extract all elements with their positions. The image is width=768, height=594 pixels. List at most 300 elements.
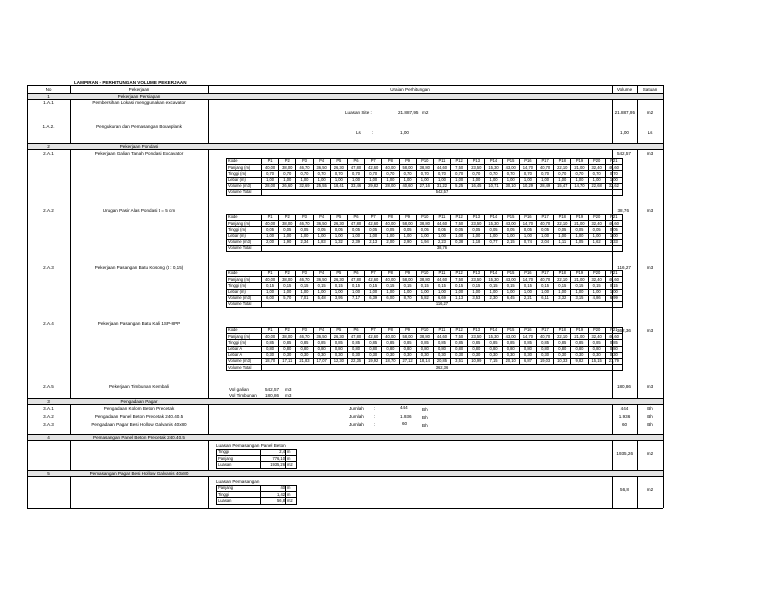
value-cell: 0,80 <box>365 346 382 352</box>
value-cell: 0,70 <box>365 171 382 177</box>
value-cell: 28,00 <box>382 183 399 189</box>
value-cell: 0,77 <box>485 239 502 245</box>
value-cell: 0,15 <box>605 283 622 289</box>
row-label: Volume Total <box>227 189 262 195</box>
value-cell: 3,95 <box>330 295 347 301</box>
value-cell: 0,80 <box>382 346 399 352</box>
value-cell: 5,48 <box>313 295 330 301</box>
value-cell: 1,00 <box>313 233 330 239</box>
value-cell: 43,00 <box>502 334 519 340</box>
value-cell: 18,70 <box>262 358 279 364</box>
value-cell: 32,69 <box>296 183 313 189</box>
section-4-satuan: m2 <box>646 451 654 456</box>
value-cell: 0,80 <box>451 346 468 352</box>
kv-value: 56,8 <box>261 498 286 504</box>
item-2a4-no: 2.A.4 <box>43 321 54 326</box>
value-cell: 18,70 <box>382 358 399 364</box>
item-1a2-calc-value: 1,00 <box>400 130 409 135</box>
code-cell: P9 <box>399 215 416 221</box>
value-cell: 2,90 <box>399 239 416 245</box>
row-label: Panjang (m) <box>227 165 262 171</box>
value-cell: 38,00 <box>279 334 296 340</box>
item-2a5-value-galian: 542,57 <box>265 387 280 392</box>
section-4-title: Pemasangan Panel Beton Precetak 240.40.5 <box>93 435 185 440</box>
value-cell: 42,60 <box>365 277 382 283</box>
code-cell: P5 <box>330 215 347 221</box>
value-cell: 22,10 <box>554 165 571 171</box>
value-cell: 15,30 <box>485 334 502 340</box>
value-cell: 0,80 <box>588 346 605 352</box>
value-cell: 0,70 <box>416 171 433 177</box>
row-label: Lebar A <box>227 346 262 352</box>
value-cell: 1,00 <box>502 289 519 295</box>
value-cell: 1,00 <box>588 233 605 239</box>
item-3a3-sep: : <box>374 422 376 427</box>
item-2a4-satuan: m3 <box>646 328 654 333</box>
value-cell: 1,00 <box>296 233 313 239</box>
code-cell: P20 <box>588 159 605 165</box>
item-2a5-label-timbunan: Vol Timbunan <box>229 393 257 398</box>
value-cell: 1,00 <box>571 233 588 239</box>
value-cell: 2,04 <box>537 239 554 245</box>
value-cell: 47,80 <box>347 221 364 227</box>
value-cell: 1,00 <box>279 177 296 183</box>
code-cell: P5 <box>330 159 347 165</box>
value-cell: 0,15 <box>537 283 554 289</box>
code-cell: P6 <box>347 328 364 334</box>
kv-unit: m2 <box>286 462 297 468</box>
value-cell: 15,30 <box>485 165 502 171</box>
value-cell: 38,00 <box>279 277 296 283</box>
value-cell: 26,30 <box>330 277 347 283</box>
value-cell: 1,00 <box>433 177 450 183</box>
value-cell: 42,60 <box>365 165 382 171</box>
item-3a2-unit: Bh <box>422 415 428 420</box>
total-cell: 542,57 <box>262 189 623 195</box>
value-cell: 1,00 <box>330 177 347 183</box>
value-cell: 1,00 <box>296 177 313 183</box>
value-cell: 0,15 <box>365 283 382 289</box>
value-cell: 0,85 <box>296 340 313 346</box>
value-cell: 0,80 <box>519 346 536 352</box>
value-cell: 1,00 <box>485 233 502 239</box>
value-cell: 21,00 <box>571 165 588 171</box>
value-cell: 22,68 <box>588 183 605 189</box>
table-row <box>227 346 623 352</box>
row-label: Volume (m3) <box>227 239 262 245</box>
code-cell: P15 <box>502 159 519 165</box>
value-cell: 1,00 <box>433 233 450 239</box>
code-cell: P18 <box>554 271 571 277</box>
value-cell: 1,00 <box>365 177 382 183</box>
value-cell: 15,30 <box>485 221 502 227</box>
code-cell: P10 <box>416 271 433 277</box>
item-3a1-desc: Pengadaan Kolom Beton Precetak <box>103 406 175 411</box>
value-cell: 0,70 <box>519 171 536 177</box>
code-cell: P15 <box>502 271 519 277</box>
value-cell: 2,00 <box>262 239 279 245</box>
value-cell: 0,80 <box>347 346 364 352</box>
value-cell: 15,30 <box>485 277 502 283</box>
item-2a5-label-galian: Vol galian <box>229 387 249 392</box>
code-cell: P13 <box>468 328 485 334</box>
code-row <box>227 328 623 334</box>
value-cell: 0,70 <box>605 171 622 177</box>
value-cell: 27,12 <box>399 358 416 364</box>
code-cell: P20 <box>588 328 605 334</box>
value-cell: 46,70 <box>296 165 313 171</box>
value-cell: 1,00 <box>554 233 571 239</box>
value-cell: 5,25 <box>451 183 468 189</box>
value-cell: 7,50 <box>451 277 468 283</box>
code-cell: P16 <box>519 159 536 165</box>
value-cell: 0,15 <box>571 283 588 289</box>
calc-table-2a3 <box>226 270 623 308</box>
value-cell: 0,38 <box>451 239 468 245</box>
value-cell: 14,70 <box>571 183 588 189</box>
value-cell: 0,70 <box>537 171 554 177</box>
code-cell: P16 <box>519 271 536 277</box>
value-cell: 0,80 <box>554 346 571 352</box>
value-cell: 0,70 <box>554 171 571 177</box>
value-cell: 6,39 <box>365 295 382 301</box>
code-cell: P21 <box>605 271 622 277</box>
value-cell: 38,00 <box>279 221 296 227</box>
value-cell: 0,05 <box>605 227 622 233</box>
value-cell: 1,00 <box>313 177 330 183</box>
value-cell: 32,40 <box>588 165 605 171</box>
value-cell: 1,00 <box>588 289 605 295</box>
value-cell: 23,50 <box>468 165 485 171</box>
value-cell: 0,05 <box>485 227 502 233</box>
item-2a3-satuan: m3 <box>646 265 654 270</box>
row-label: Volume (m3) <box>227 358 262 364</box>
table-row <box>227 233 623 239</box>
value-cell: 0,15 <box>382 283 399 289</box>
code-cell: P15 <box>502 215 519 221</box>
row-label: Kode <box>227 159 262 165</box>
item-3a2-no: 3.A.2 <box>43 414 54 419</box>
value-cell: 0,15 <box>313 283 330 289</box>
item-3a3-satuan: Bh <box>647 422 653 427</box>
value-cell: 2,30 <box>485 295 502 301</box>
value-cell: 20,85 <box>433 358 450 364</box>
value-cell: 0,80 <box>468 346 485 352</box>
row-label: Volume Total <box>227 365 262 371</box>
value-cell: 1,00 <box>330 289 347 295</box>
value-cell: 0,30 <box>571 352 588 358</box>
section-3-title: Pengadaan Pagar <box>120 399 158 404</box>
item-2a4-desc: Pekerjaan Pasangan Batu Kali 1SP-8PP <box>97 321 181 326</box>
code-cell: P18 <box>554 159 571 165</box>
value-cell: 0,70 <box>347 171 364 177</box>
value-cell: 38,80 <box>416 277 433 283</box>
value-cell: 3,53 <box>468 295 485 301</box>
code-row <box>227 215 623 221</box>
value-cell: 0,70 <box>330 171 347 177</box>
value-cell: 1,00 <box>347 177 364 183</box>
value-cell: 21,00 <box>571 334 588 340</box>
value-cell: 17,07 <box>313 358 330 364</box>
value-cell: 1,00 <box>433 289 450 295</box>
value-cell: 0,30 <box>296 352 313 358</box>
value-cell: 0,30 <box>451 352 468 358</box>
value-cell: 0,05 <box>433 227 450 233</box>
value-cell: 4,86 <box>588 295 605 301</box>
value-cell: 0,80 <box>313 346 330 352</box>
value-cell: 1,32 <box>330 239 347 245</box>
value-cell: 2,00 <box>382 239 399 245</box>
value-cell: 1,00 <box>537 289 554 295</box>
value-cell: 14,70 <box>519 165 536 171</box>
value-cell: 0,15 <box>468 283 485 289</box>
value-cell: 1,00 <box>382 233 399 239</box>
item-1a1-satuan: m2 <box>646 110 654 115</box>
value-cell: 2,23 <box>433 239 450 245</box>
value-cell: 0,05 <box>365 227 382 233</box>
value-cell: 1,18 <box>468 239 485 245</box>
value-cell: 0,80 <box>485 346 502 352</box>
value-cell: 0,15 <box>554 283 571 289</box>
value-cell: 1,00 <box>571 177 588 183</box>
row-label: Panjang (m) <box>227 221 262 227</box>
item-3a3-value: 60 <box>402 421 408 426</box>
value-cell: 40,00 <box>262 334 279 340</box>
value-cell: 0,05 <box>416 227 433 233</box>
value-cell: 0,70 <box>433 171 450 177</box>
code-cell: P4 <box>313 328 330 334</box>
value-cell: 5,70 <box>279 295 296 301</box>
value-cell: 0,05 <box>537 227 554 233</box>
section-4-calc-title: Luasan Pemasangan Panel Beton <box>216 443 286 448</box>
code-cell: P11 <box>433 271 450 277</box>
code-cell: P5 <box>330 328 347 334</box>
section-5-satuan: m2 <box>646 487 654 492</box>
value-cell: 44,60 <box>433 165 450 171</box>
value-cell: 1,00 <box>313 289 330 295</box>
value-cell: 15,15 <box>588 358 605 364</box>
value-cell: 38,00 <box>279 165 296 171</box>
value-cell: 42,60 <box>365 334 382 340</box>
code-cell: P14 <box>485 271 502 277</box>
value-cell: 0,70 <box>468 171 485 177</box>
value-cell: 0,15 <box>519 283 536 289</box>
value-cell: 0,30 <box>382 352 399 358</box>
value-cell: 0,15 <box>296 283 313 289</box>
code-cell: P1 <box>262 215 279 221</box>
code-cell: P17 <box>537 159 554 165</box>
code-cell: P1 <box>262 159 279 165</box>
value-cell: 7,15 <box>485 358 502 364</box>
item-1a1-calc-label: Luasan Site : <box>345 110 372 115</box>
value-cell: 46,60 <box>605 334 622 340</box>
value-cell: 40,70 <box>537 277 554 283</box>
value-cell: 10,33 <box>554 358 571 364</box>
section-2-title: Pekerjaan Pondasi <box>119 144 159 149</box>
code-cell: P12 <box>451 328 468 334</box>
code-cell: P13 <box>468 215 485 221</box>
item-1a2-calc-label: Ls <box>356 130 361 135</box>
row-label: Tinggi (m) <box>227 283 262 289</box>
total-cell: 38,76 <box>262 245 623 251</box>
value-cell: 0,74 <box>519 239 536 245</box>
value-cell: 6,00 <box>382 295 399 301</box>
kv-value: 1935,26 <box>261 462 286 468</box>
value-cell: 1,00 <box>502 233 519 239</box>
value-cell: 0,30 <box>399 352 416 358</box>
value-cell: 38,80 <box>416 165 433 171</box>
item-3a2-volume: 1.936 <box>618 414 631 419</box>
value-cell: 0,30 <box>330 352 347 358</box>
code-cell: P3 <box>296 271 313 277</box>
value-cell: 23,50 <box>468 334 485 340</box>
section-1-no: 1 <box>47 94 50 99</box>
value-cell: 26,60 <box>279 183 296 189</box>
code-cell: P2 <box>279 159 296 165</box>
value-cell: 32,62 <box>605 183 622 189</box>
row-label: Tinggi (m) <box>227 227 262 233</box>
value-cell: 0,15 <box>588 283 605 289</box>
code-cell: P12 <box>451 159 468 165</box>
value-cell: 0,85 <box>262 340 279 346</box>
value-cell: 21,00 <box>571 221 588 227</box>
value-cell: 0,15 <box>485 283 502 289</box>
value-cell: 2,21 <box>519 295 536 301</box>
value-cell: 0,70 <box>279 171 296 177</box>
table-row <box>227 177 623 183</box>
value-cell: 0,30 <box>416 352 433 358</box>
value-cell: 1,00 <box>347 289 364 295</box>
calc-table-5 <box>216 485 297 505</box>
value-cell: 0,30 <box>537 352 554 358</box>
value-cell: 44,60 <box>433 221 450 227</box>
item-1a1-no: 1.A.1 <box>43 100 54 105</box>
code-cell: P14 <box>485 328 502 334</box>
value-cell: 0,85 <box>451 340 468 346</box>
value-cell: 0,05 <box>279 227 296 233</box>
table-row <box>227 171 623 177</box>
value-cell: 0,30 <box>605 352 622 358</box>
value-cell: 40,60 <box>399 183 416 189</box>
table-row <box>227 239 623 245</box>
value-cell: 1,00 <box>262 289 279 295</box>
value-cell: 0,85 <box>416 340 433 346</box>
value-cell: 1,00 <box>262 177 279 183</box>
value-cell: 12,30 <box>330 358 347 364</box>
item-1a1-volume: 21.887,95 <box>614 110 635 115</box>
value-cell: 58,00 <box>399 221 416 227</box>
value-cell: 0,80 <box>605 346 622 352</box>
value-cell: 40,00 <box>262 221 279 227</box>
value-cell: 0,80 <box>502 346 519 352</box>
value-cell: 1,00 <box>399 289 416 295</box>
table-row <box>227 289 623 295</box>
value-cell: 1,13 <box>451 295 468 301</box>
value-cell: 0,30 <box>519 352 536 358</box>
value-cell: 0,30 <box>468 352 485 358</box>
code-row <box>227 159 623 165</box>
value-cell: 17,11 <box>279 358 296 364</box>
kv-unit: m <box>286 492 297 498</box>
value-cell: 0,80 <box>279 346 296 352</box>
value-cell: 0,70 <box>588 171 605 177</box>
kv-unit: m <box>286 486 297 492</box>
item-1a2-no: 1.A.2. <box>42 124 55 129</box>
value-cell: 1,00 <box>554 177 571 183</box>
value-cell: 2,33 <box>605 239 622 245</box>
code-cell: P8 <box>382 159 399 165</box>
value-cell: 0,70 <box>571 171 588 177</box>
value-cell: 7,50 <box>451 334 468 340</box>
code-cell: P11 <box>433 159 450 165</box>
code-cell: P3 <box>296 159 313 165</box>
value-cell: 46,70 <box>296 334 313 340</box>
value-cell: 40,70 <box>537 165 554 171</box>
value-cell: 0,05 <box>571 227 588 233</box>
value-cell: 33,46 <box>347 183 364 189</box>
item-3a3-jumlah: Jumlah <box>349 422 364 427</box>
kv-label: Tinggi <box>217 450 261 456</box>
item-3a1-unit: Bh <box>422 407 428 412</box>
row-label: Kode <box>227 215 262 221</box>
value-cell: 0,70 <box>382 171 399 177</box>
table-row <box>227 277 623 283</box>
value-cell: 1,00 <box>296 289 313 295</box>
value-cell: 46,60 <box>605 165 622 171</box>
table-row <box>227 221 623 227</box>
row-label: Volume (m3) <box>227 295 262 301</box>
total-row <box>227 365 623 371</box>
table-row <box>227 183 623 189</box>
value-cell: 21,83 <box>296 358 313 364</box>
value-cell: 7,50 <box>451 165 468 171</box>
item-3a1-volume: 444 <box>620 406 629 411</box>
value-cell: 0,05 <box>382 227 399 233</box>
value-cell: 1,00 <box>330 233 347 239</box>
calc-table-2a4 <box>226 327 623 371</box>
value-cell: 1,00 <box>485 289 502 295</box>
value-cell: 0,85 <box>537 340 554 346</box>
value-cell: 0,15 <box>347 283 364 289</box>
code-cell: P10 <box>416 159 433 165</box>
value-cell: 0,30 <box>588 352 605 358</box>
section-5-title: Pemasangan Pagar Besi Hollow Galvanis 40x80 <box>89 471 189 476</box>
value-cell: 27,16 <box>416 183 433 189</box>
value-cell: 18,41 <box>330 183 347 189</box>
value-cell: 0,30 <box>279 352 296 358</box>
code-cell: P12 <box>451 215 468 221</box>
code-cell: P10 <box>416 215 433 221</box>
code-cell: P2 <box>279 271 296 277</box>
item-3a3-unit: Bh <box>422 423 428 428</box>
item-3a3-no: 3.A.3 <box>43 422 54 427</box>
row-label: Volume (m3) <box>227 183 262 189</box>
kv-value: 1,42 <box>261 492 286 498</box>
code-cell: P20 <box>588 271 605 277</box>
code-row <box>227 271 623 277</box>
value-cell: 0,30 <box>347 352 364 358</box>
value-cell: 26,30 <box>330 221 347 227</box>
value-cell: 1,00 <box>519 177 536 183</box>
value-cell: 0,85 <box>382 340 399 346</box>
value-cell: 0,80 <box>433 346 450 352</box>
table-row <box>227 352 623 358</box>
value-cell: 0,05 <box>468 227 485 233</box>
value-cell: 1,00 <box>519 289 536 295</box>
value-cell: 0,05 <box>554 227 571 233</box>
value-cell: 22,10 <box>554 221 571 227</box>
value-cell: 6,87 <box>519 358 536 364</box>
